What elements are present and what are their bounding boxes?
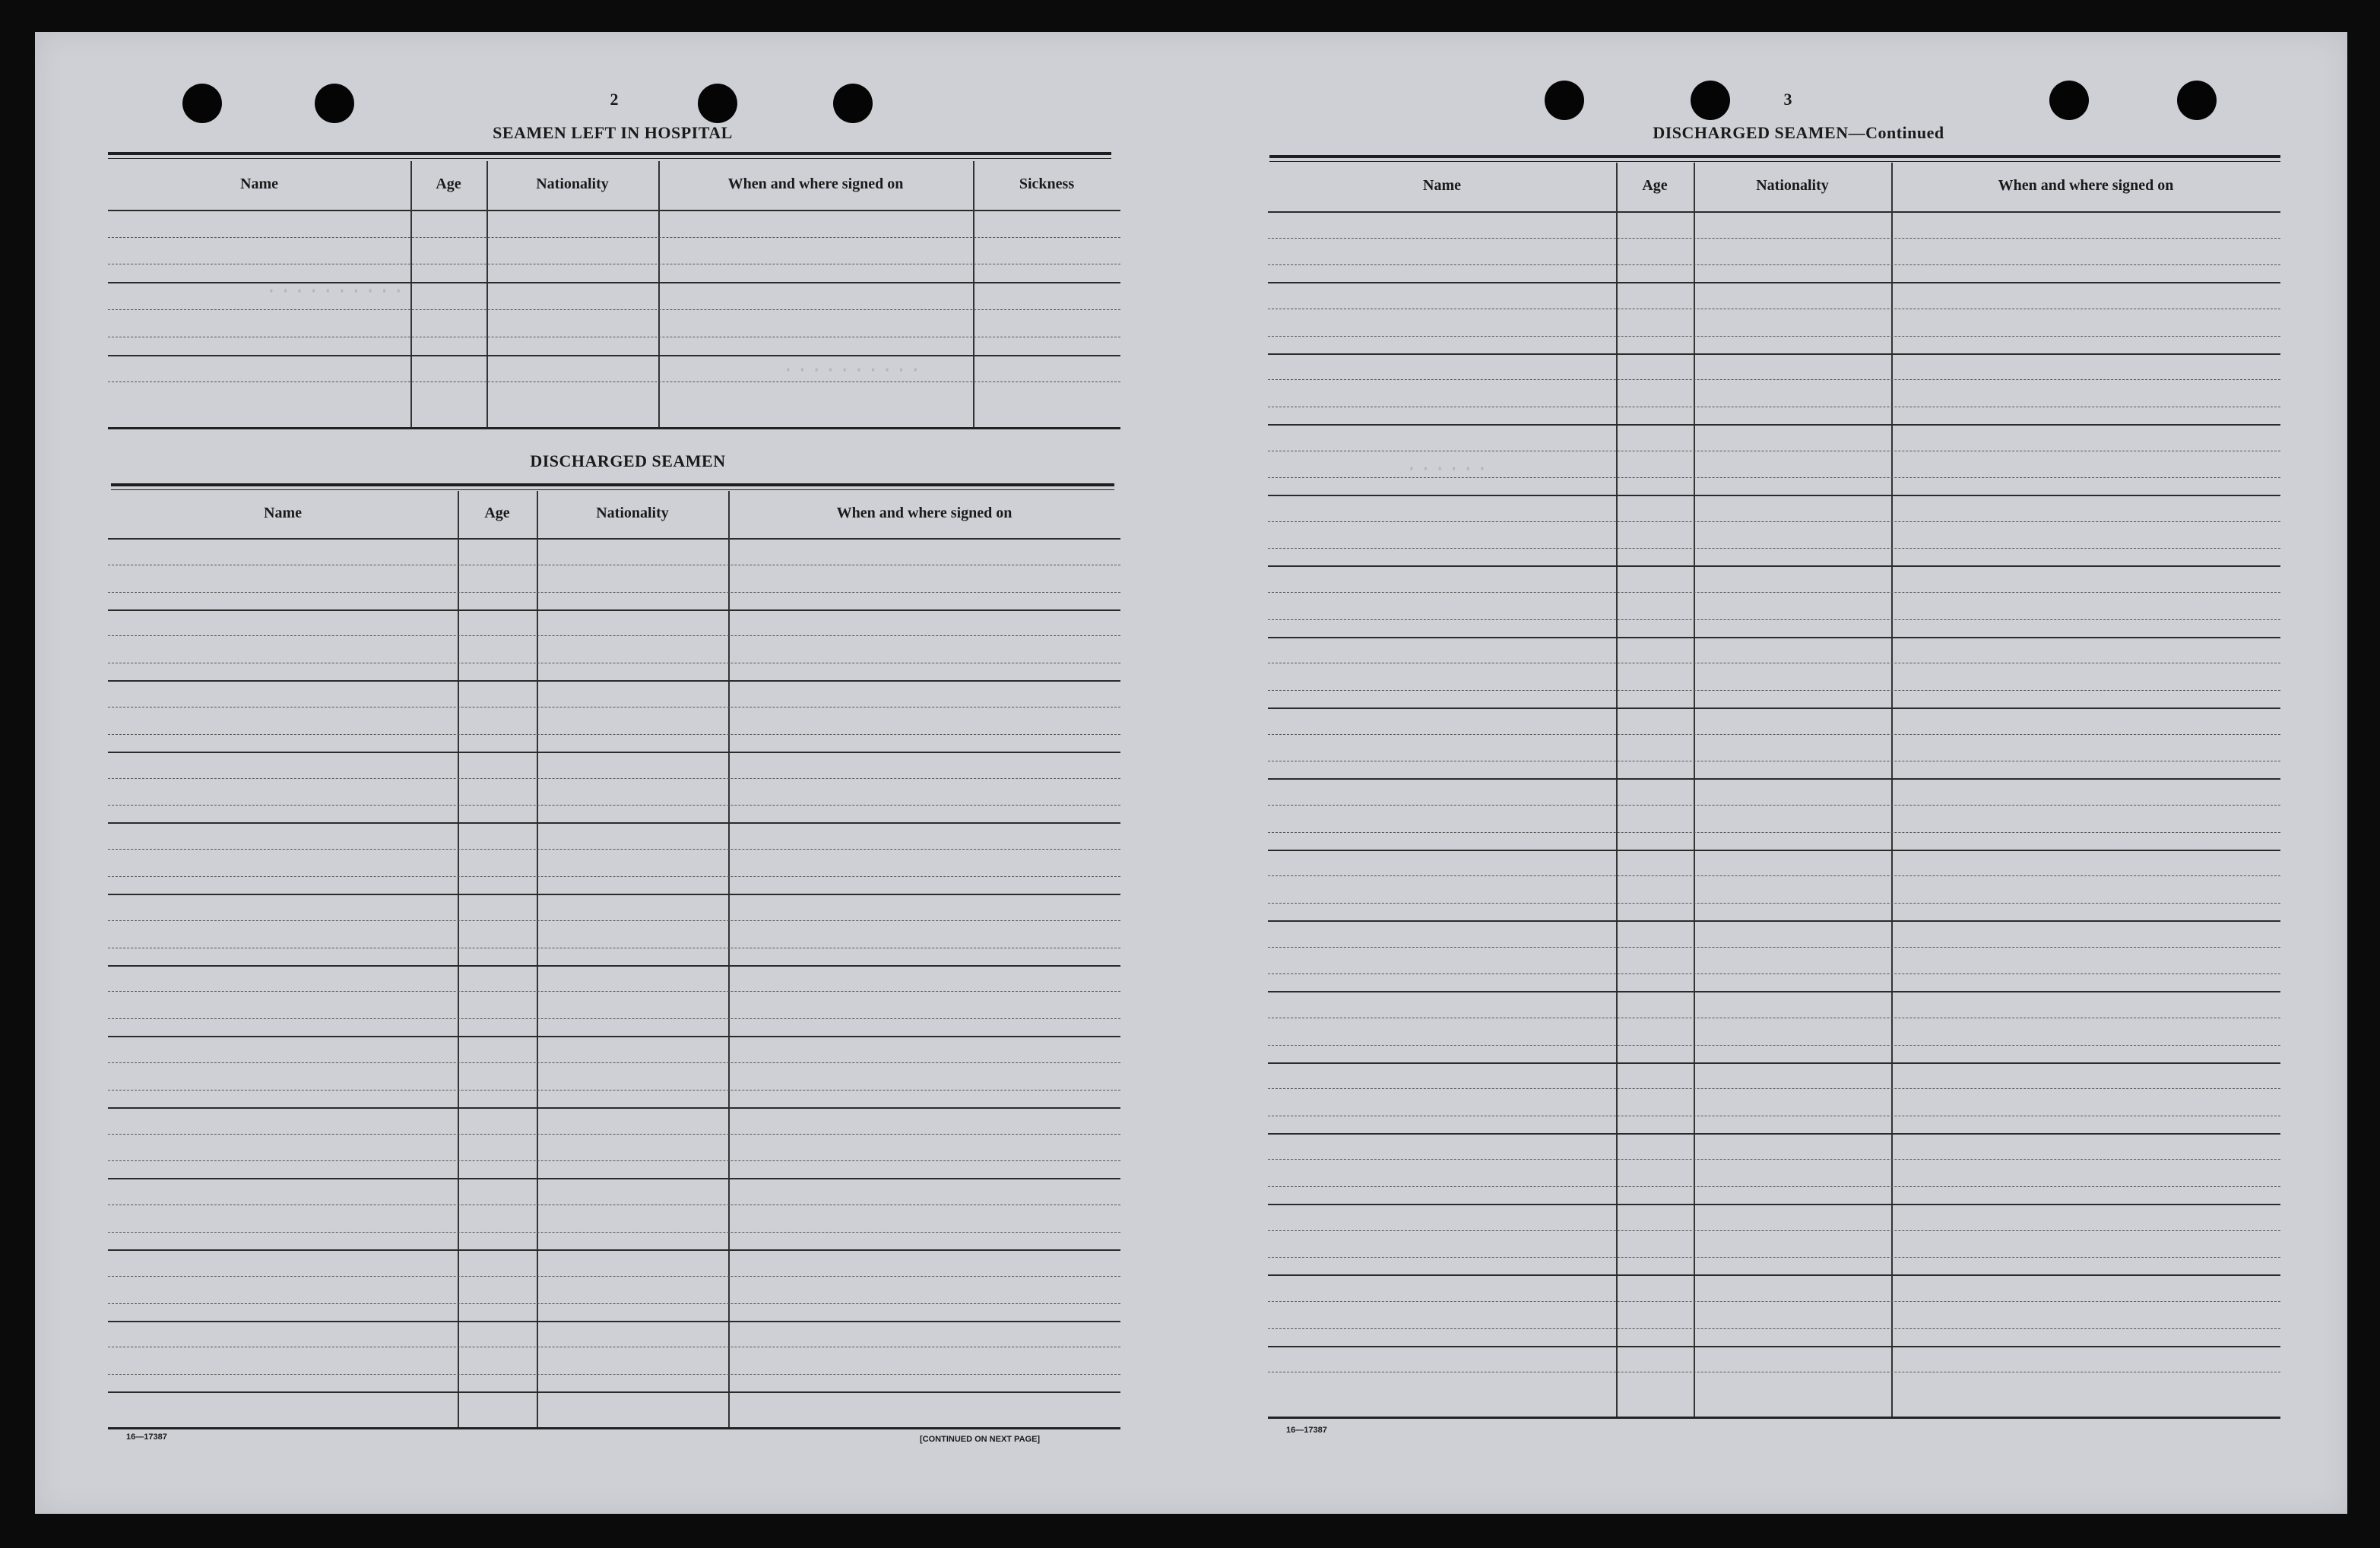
bleed-through-mark: ······ — [1403, 457, 1488, 480]
table-row — [108, 894, 1120, 895]
bleed-through-mark: ·········· — [780, 359, 922, 381]
table-row — [108, 734, 1120, 735]
table-row — [108, 1018, 1120, 1019]
discharged-continued-title — [1525, 123, 2072, 143]
table-row — [108, 1107, 1120, 1109]
table-row — [108, 849, 1120, 850]
column-header: Name — [240, 176, 278, 192]
column-divider — [973, 161, 975, 427]
column-divider — [658, 161, 660, 427]
page-number: 2 — [610, 90, 619, 109]
table-row — [1268, 805, 2280, 806]
table-row — [1268, 947, 2280, 948]
table-row — [1268, 1088, 2280, 1089]
column-header: When and where signed on — [1998, 177, 2174, 194]
table-row — [1268, 1346, 2280, 1347]
table-row — [1268, 495, 2280, 496]
table-row — [108, 592, 1120, 593]
form-code: 16—17387 — [1286, 1426, 1327, 1435]
table-row — [108, 609, 1120, 611]
page-number: 3 — [1783, 90, 1792, 109]
table-row — [108, 1178, 1120, 1179]
column-divider — [486, 161, 488, 427]
table-row — [1268, 379, 2280, 380]
table-row — [108, 822, 1120, 824]
table-row — [1268, 875, 2280, 876]
column-header: Age — [484, 505, 510, 521]
table-row — [108, 1249, 1120, 1251]
table-row — [1268, 1257, 2280, 1258]
table-row — [108, 282, 1120, 283]
table-row — [1268, 336, 2280, 337]
right-page — [35, 32, 2347, 1514]
table-row — [1268, 424, 2280, 426]
bleed-through-mark: ·········· — [263, 280, 405, 302]
column-divider — [1694, 163, 1695, 1417]
table-row — [1268, 1204, 2280, 1205]
column-header: When and where signed on — [727, 176, 904, 192]
table-row — [108, 635, 1120, 636]
column-header: When and where signed on — [836, 505, 1013, 521]
table-row — [108, 752, 1120, 753]
table-row — [1268, 1062, 2280, 1064]
column-divider — [537, 491, 538, 1427]
table-row — [1268, 903, 2280, 904]
hospital-section-title: SEAMEN LEFT IN HOSPITAL — [493, 123, 733, 142]
table-row — [1268, 832, 2280, 833]
table-row — [108, 680, 1120, 682]
table-row — [1268, 592, 2280, 593]
table-row — [1268, 1230, 2280, 1231]
table-row — [1268, 1045, 2280, 1046]
continued-note: [CONTINUED ON NEXT PAGE] — [920, 1435, 1041, 1444]
column-header: Nationality — [536, 176, 609, 192]
section-title-suffix: —Continued — [1848, 123, 1944, 142]
table-row — [1268, 521, 2280, 522]
section-rule — [1269, 155, 2280, 158]
table-row — [108, 381, 1120, 382]
table-row — [108, 355, 1120, 356]
table-row — [1268, 565, 2280, 567]
ledger-paper — [35, 32, 2347, 1514]
table-row — [1268, 850, 2280, 851]
table-bottom-rule — [108, 1427, 1120, 1429]
table-row — [108, 1134, 1120, 1135]
table-row — [1268, 238, 2280, 239]
table-row — [108, 1321, 1120, 1322]
column-header: Age — [1642, 177, 1668, 194]
discharged-section-title: DISCHARGED SEAMEN — [530, 451, 726, 470]
column-divider — [1616, 163, 1618, 1417]
table-row — [108, 1036, 1120, 1037]
table-row — [108, 1232, 1120, 1233]
table-row — [1268, 477, 2280, 478]
header-rule — [108, 210, 1120, 211]
table-row — [108, 965, 1120, 967]
table-row — [1268, 264, 2280, 265]
table-row — [108, 876, 1120, 877]
table-row — [1268, 282, 2280, 283]
table-row — [1268, 353, 2280, 355]
table-row — [1268, 619, 2280, 620]
table-row — [1268, 1159, 2280, 1160]
table-row — [1268, 973, 2280, 974]
column-divider — [1891, 163, 1893, 1417]
table-row — [1268, 548, 2280, 549]
table-row — [1268, 690, 2280, 691]
table-row — [1268, 708, 2280, 709]
table-row — [108, 1374, 1120, 1375]
column-divider — [728, 491, 730, 1427]
table-bottom-rule — [108, 427, 1120, 429]
table-row — [108, 1160, 1120, 1161]
table-row — [108, 707, 1120, 708]
column-divider — [458, 491, 459, 1427]
header-rule — [108, 538, 1120, 540]
table-row — [108, 1303, 1120, 1304]
column-header: Nationality — [1756, 177, 1829, 194]
table-row — [108, 1276, 1120, 1277]
column-header: Age — [436, 176, 461, 192]
table-row — [1268, 1186, 2280, 1187]
table-row — [1268, 1328, 2280, 1329]
table-row — [108, 1090, 1120, 1091]
table-row — [1268, 637, 2280, 638]
table-row — [1268, 1133, 2280, 1135]
column-header: Sickness — [1019, 176, 1075, 192]
table-row — [108, 309, 1120, 310]
table-row — [108, 920, 1120, 921]
column-header: Name — [264, 505, 302, 521]
table-bottom-rule — [1268, 1417, 2280, 1419]
table-row — [1268, 991, 2280, 992]
table-row — [108, 778, 1120, 779]
section-title-text: DISCHARGED SEAMEN — [1653, 123, 1849, 142]
column-header: Name — [1423, 177, 1461, 194]
table-row — [1268, 1274, 2280, 1276]
table-row — [108, 1391, 1120, 1393]
table-row — [108, 237, 1120, 238]
form-code: 16—17387 — [126, 1432, 167, 1442]
table-row — [108, 991, 1120, 992]
table-row — [1268, 1301, 2280, 1302]
header-rule — [1268, 211, 2280, 213]
table-row — [1268, 734, 2280, 735]
table-row — [1268, 920, 2280, 922]
table-row — [108, 805, 1120, 806]
column-divider — [410, 161, 412, 427]
table-row — [108, 1062, 1120, 1063]
column-header: Nationality — [596, 505, 669, 521]
table-row — [1268, 778, 2280, 780]
